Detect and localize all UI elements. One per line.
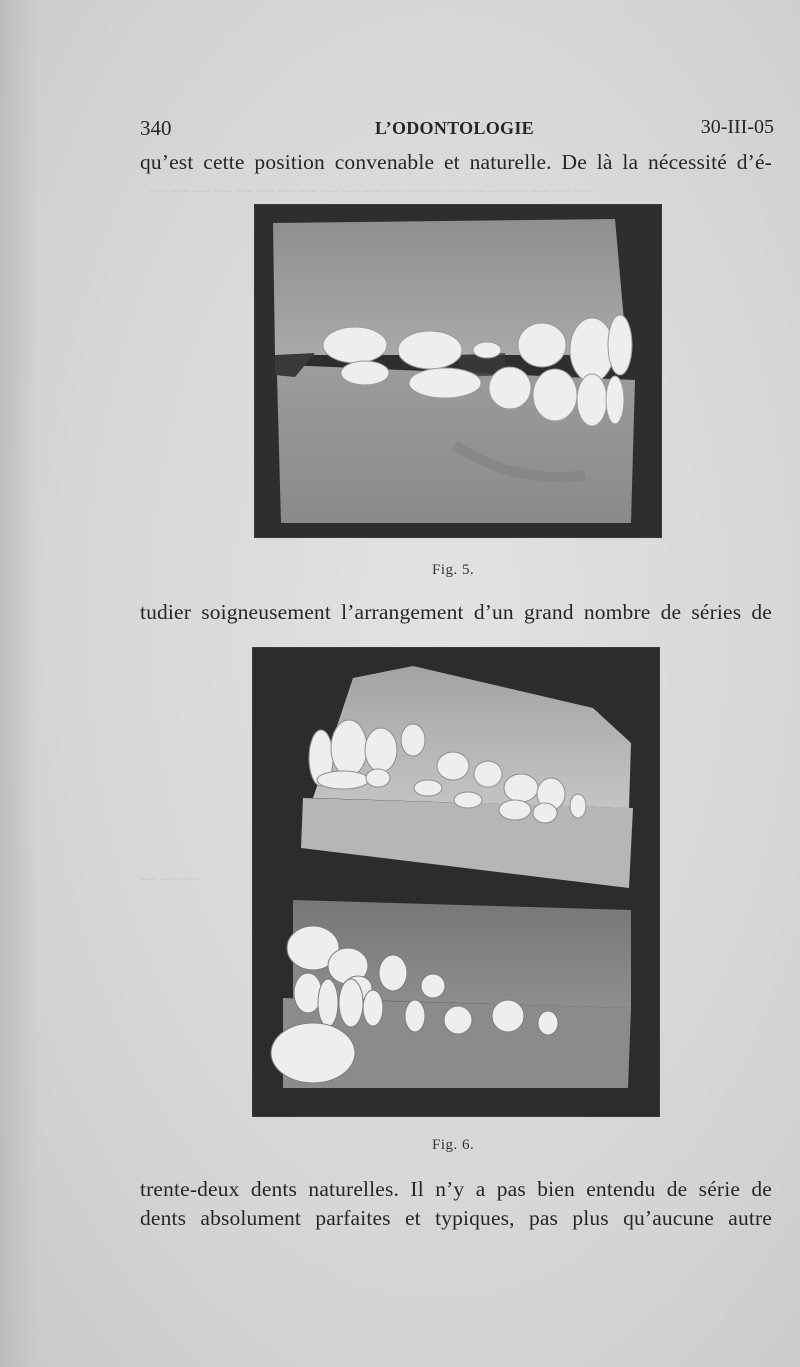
page-number: 340 (140, 116, 172, 140)
figure-6-caption: Fig. 6. (432, 1137, 475, 1153)
journal-title: L’ODONTOLOGIE (375, 118, 534, 138)
body-text-line: trente-deux dents naturelles. Il n’y a pas bien entendu de série de (140, 1177, 772, 1201)
figure-5-photo (255, 205, 661, 537)
figure-6-photo (253, 648, 659, 1116)
body-text-line: tudier soigneusement l’arrangement d’un grand nombre de séries de (140, 600, 772, 624)
dental-cast-illustration (253, 648, 659, 1116)
show-through-text: — — — — — — — — — — — — — — — — — — — — — (150, 180, 592, 199)
show-through-text: — — — (140, 868, 200, 887)
body-text-line: qu’est cette position convenable et naturelle. De là la nécessité d’é- (140, 150, 772, 174)
issue-date: 30-III-05 (700, 116, 774, 138)
figure-5-caption: Fig. 5. (432, 562, 475, 578)
page-edge-shadow (0, 0, 38, 1367)
dental-cast-illustration (255, 205, 661, 537)
body-text-line: dents absolument parfaites et typiques, pas plus qu’aucune autre (140, 1206, 772, 1230)
running-header (140, 112, 780, 142)
